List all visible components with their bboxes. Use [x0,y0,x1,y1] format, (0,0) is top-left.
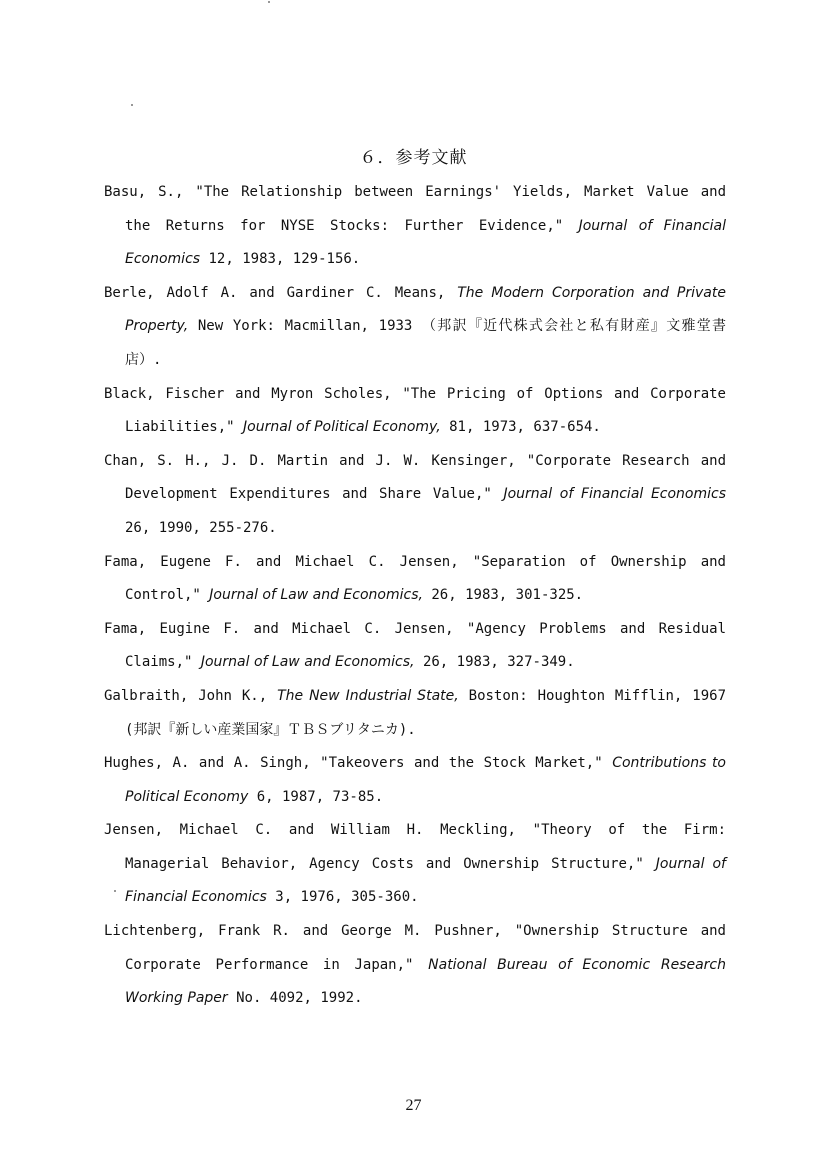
reference-authors-title: Hughes, A. and A. Singh, "Takeovers and the Stock Market," [104,755,613,772]
reference-entry [104,277,726,378]
scan-speck [131,104,133,106]
reference-entry [104,680,726,747]
reference-details: No. 4092, 1992. [227,990,363,1007]
reference-details: 26, 1990, 255-276. [125,519,277,536]
reference-details: 12, 1983, 129-156. [200,251,361,268]
reference-authors-title: Berle, Adolf A. and Gardiner C. Means, [104,284,458,301]
reference-authors-title: Galbraith, John K., [104,687,278,704]
reference-authors-title: Basu, S., "The Relationship between Earnings' Yields, Market Value and the Returns for NYSE Stocks: Further Evidence," [104,184,726,234]
reference-details: Boston: Houghton Mifflin, 1967 (邦訳『新しい産業国家』ＴＢＳブリタニカ). [125,687,727,738]
reference-details: 81, 1973, 637-654. [440,419,601,436]
reference-source: Journal of Financial Economics [125,217,726,268]
reference-source: Journal of Law and Economics, [209,587,423,604]
reference-entry [104,546,726,613]
reference-entry [104,613,726,680]
page-number: 27 [405,1097,422,1114]
section-heading: ６．参考文献 [359,148,468,168]
reference-entry [104,378,726,445]
reference-source: Contributions to Political Economy [125,755,727,805]
reference-source: The New Industrial State, [277,687,459,704]
reference-entry [104,445,726,546]
reference-source: The Modern Corporation and Private Property, [125,284,726,335]
reference-entry [104,747,726,814]
reference-authors-title: Black, Fischer and Myron Scholes, "The Pricing of Options and Corporate Liabilities," [104,385,726,436]
scan-speck [268,1,270,3]
reference-entry [104,176,726,277]
reference-details: 3, 1976, 305-360. [266,889,419,906]
reference-source: Journal of Political Economy, [243,419,441,436]
reference-details: 26, 1983, 301-325. [422,587,584,604]
reference-authors-title: Fama, Eugene F. and Michael C. Jensen, "Separation of Ownership and Control," [104,553,726,604]
reference-entry [104,915,726,1016]
reference-authors-title: Jensen, Michael C. and William H. Meckling, "Theory of the Firm: Managerial Behavior, Agency Costs and Ownership Structure," [104,822,726,872]
reference-source: National Bureau of Economic Research Working Paper [125,956,726,1007]
reference-entry [104,814,726,915]
reference-authors-title: Lichtenberg, Frank R. and George M. Pushner, "Ownership Structure and Corporate Performance in Japan," [104,923,726,973]
reference-details: 26, 1983, 327-349. [414,654,575,671]
reference-list [104,176,726,1016]
reference-details: New York: Macmillan, 1933 （邦訳『近代株式会社と私有財産』文雅堂書店）. [125,318,726,368]
reference-source: Journal of Financial Economics [125,855,726,906]
reference-details: 6, 1987, 73-85. [248,788,384,805]
reference-authors-title: Fama, Eugine F. and Michael C. Jensen, "Agency Problems and Residual Claims," [104,620,726,671]
reference-source: Journal of Financial Economics [503,486,727,503]
reference-authors-title: Chan, S. H., J. D. Martin and J. W. Kensinger, "Corporate Research and Development Expenditures and Share Value," [104,452,726,503]
reference-source: Journal of Law and Economics, [200,654,415,671]
